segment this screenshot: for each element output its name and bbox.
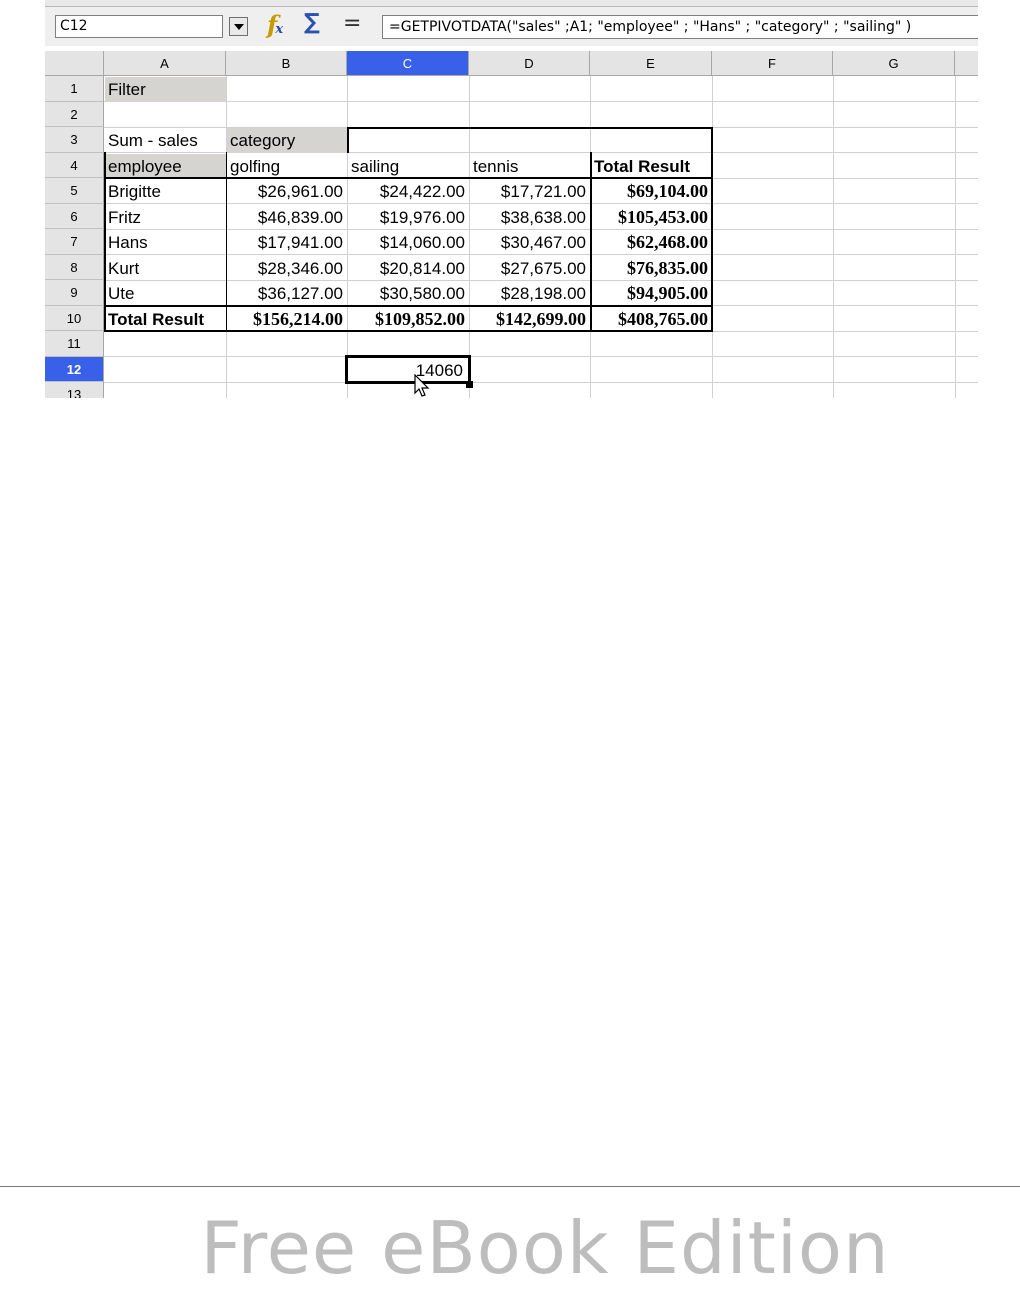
pivot-border: [226, 152, 227, 332]
employee-label[interactable]: Ute: [108, 284, 135, 303]
column-header-g[interactable]: G: [833, 51, 955, 76]
value-cell[interactable]: $36,127.00: [257, 284, 343, 303]
pivot-border: [104, 177, 713, 179]
value-cell[interactable]: $24,422.00: [379, 182, 465, 201]
value-cell[interactable]: $20,814.00: [379, 258, 465, 278]
gridline: [104, 356, 978, 357]
getpivotdata-result-cell[interactable]: 14060: [415, 360, 463, 380]
value-cell[interactable]: $30,580.00: [379, 284, 465, 303]
value-cell[interactable]: $38,638.00: [500, 207, 586, 227]
pivot-border: [711, 127, 713, 332]
row-header-2[interactable]: 2: [45, 102, 104, 128]
column-header-e[interactable]: E: [590, 51, 712, 76]
column-header-f[interactable]: F: [712, 51, 833, 76]
pivot-border: [590, 152, 592, 332]
active-cell-cursor[interactable]: [345, 355, 471, 384]
total-result-header[interactable]: Total Result: [594, 156, 691, 176]
value-cell[interactable]: $17,721.00: [500, 182, 586, 201]
employee-label[interactable]: Kurt: [108, 258, 140, 278]
pivot-column-field-button[interactable]: category: [227, 128, 347, 153]
column-header-c[interactable]: C: [347, 51, 469, 76]
pivot-border: [347, 127, 713, 129]
row-header-10[interactable]: 10: [45, 306, 104, 332]
row-header-11[interactable]: 11: [45, 331, 104, 357]
row-header-7[interactable]: 7: [45, 229, 104, 255]
value-cell[interactable]: $46,839.00: [257, 207, 343, 227]
watermark-text: Free eBook Edition: [200, 1206, 890, 1290]
row-total-cell[interactable]: $94,905.00: [627, 283, 708, 303]
total-result-label[interactable]: Total Result: [108, 309, 205, 329]
gridline: [104, 382, 978, 383]
column-header-b[interactable]: B: [226, 51, 347, 76]
column-total-cell[interactable]: $109,852.00: [375, 308, 465, 329]
row-header-8[interactable]: 8: [45, 255, 104, 281]
formula-bar: [45, 7, 978, 46]
gridline: [955, 76, 956, 398]
row-header-3[interactable]: 3: [45, 127, 104, 153]
row-total-cell[interactable]: $69,104.00: [627, 181, 708, 201]
sum-icon[interactable]: ∑: [304, 10, 320, 35]
equals-icon[interactable]: =: [343, 11, 362, 36]
value-cell[interactable]: $28,198.00: [500, 284, 586, 303]
gridline: [833, 76, 834, 398]
pivot-filter-button[interactable]: Filter: [105, 77, 226, 102]
row-header-12[interactable]: 12: [45, 357, 104, 383]
value-cell[interactable]: $30,467.00: [500, 233, 586, 252]
column-total-cell[interactable]: $142,699.00: [496, 308, 586, 329]
fill-handle[interactable]: [466, 381, 473, 388]
value-cell[interactable]: $27,675.00: [500, 258, 586, 278]
pivot-border: [347, 127, 349, 153]
spreadsheet-window: [45, 0, 978, 398]
value-cell[interactable]: $19,976.00: [379, 207, 465, 227]
pivot-border: [104, 152, 106, 332]
employee-label[interactable]: Fritz: [108, 207, 142, 227]
function-wizard-icon[interactable]: fx: [267, 10, 282, 39]
pivot-border: [104, 330, 713, 332]
column-header-a[interactable]: A: [104, 51, 226, 76]
grand-total-cell[interactable]: $408,765.00: [618, 308, 708, 329]
column-header-h[interactable]: [955, 51, 978, 76]
name-box[interactable]: C12: [55, 15, 223, 38]
row-header-1[interactable]: 1: [45, 76, 104, 102]
footer-divider: [0, 1186, 1020, 1187]
formula-input[interactable]: =GETPIVOTDATA("sales" ;A1; "employee" ; "Hans" ; "category" ; "sailing" ): [382, 15, 978, 39]
value-cell[interactable]: $14,060.00: [379, 233, 465, 252]
value-cell[interactable]: $26,961.00: [257, 182, 343, 201]
row-header-5[interactable]: 5: [45, 178, 104, 204]
row-total-cell[interactable]: $76,835.00: [627, 257, 708, 278]
row-header-6[interactable]: 6: [45, 204, 104, 230]
value-cell[interactable]: $28,346.00: [257, 258, 343, 278]
pivot-border: [104, 305, 713, 307]
pivot-data-field-label: Sum - sales: [108, 131, 198, 150]
select-all-corner[interactable]: [45, 51, 104, 76]
employee-label[interactable]: Brigitte: [108, 182, 161, 201]
pivot-row-field-button[interactable]: employee: [105, 154, 226, 179]
row-total-cell[interactable]: $62,468.00: [627, 232, 708, 252]
category-header-sailing[interactable]: sailing: [351, 156, 400, 176]
column-header-d[interactable]: D: [469, 51, 590, 76]
row-total-cell[interactable]: $105,453.00: [618, 206, 708, 227]
category-header-golfing[interactable]: golfing: [230, 156, 281, 176]
category-header-tennis[interactable]: tennis: [473, 156, 519, 176]
column-total-cell[interactable]: $156,214.00: [253, 308, 343, 329]
gridline: [104, 101, 978, 102]
row-header-13[interactable]: 13: [45, 382, 104, 398]
row-header-4[interactable]: 4: [45, 153, 104, 179]
name-box-dropdown-icon[interactable]: [229, 17, 248, 36]
employee-label[interactable]: Hans: [108, 233, 148, 252]
spreadsheet-grid[interactable]: [45, 51, 978, 398]
value-cell[interactable]: $17,941.00: [257, 233, 343, 252]
mouse-pointer-icon: [414, 374, 430, 398]
toolbar-edge: [45, 0, 978, 7]
row-header-9[interactable]: 9: [45, 280, 104, 306]
